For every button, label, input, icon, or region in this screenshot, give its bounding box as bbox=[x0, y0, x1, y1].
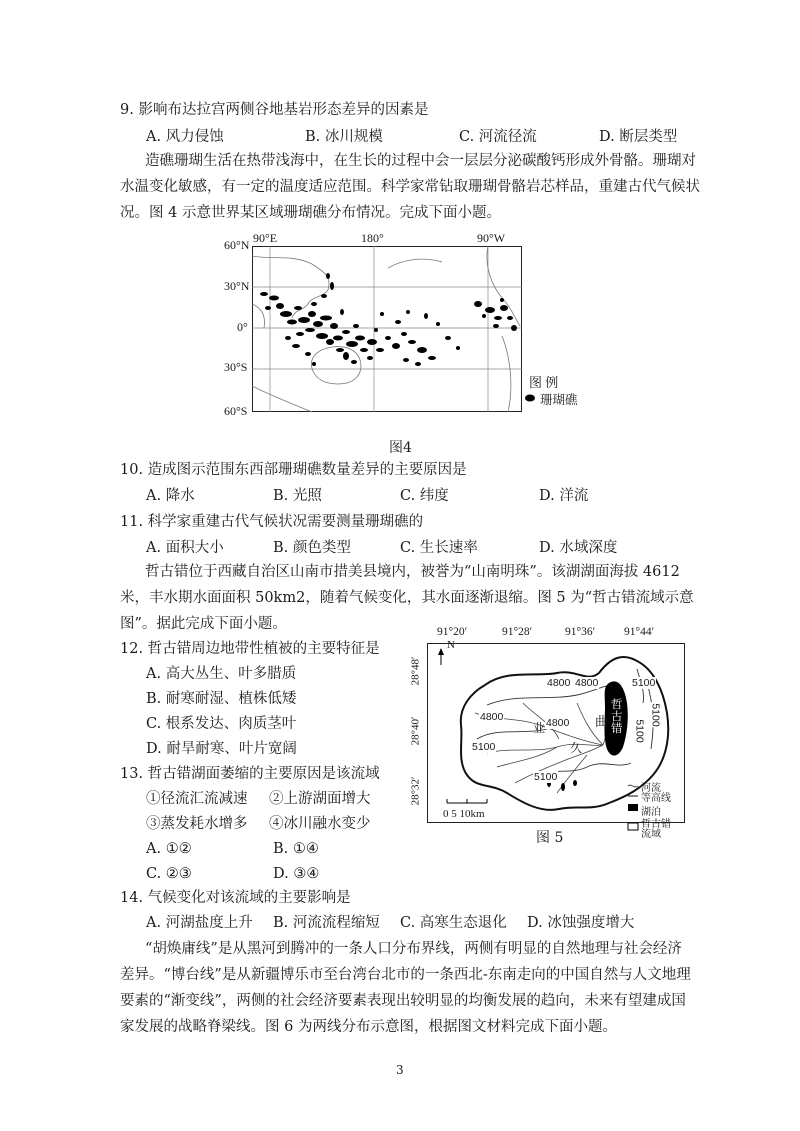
legend-label: 珊瑚礁 bbox=[540, 393, 578, 407]
q14-option-c: C. 高寒生态退化 bbox=[400, 915, 507, 931]
q10-options bbox=[0, 486, 800, 506]
q12-option-c: C. 根系发达、肉质茎叶 bbox=[146, 716, 297, 732]
figure-4-coral-map bbox=[215, 228, 585, 428]
q13-option-b: B. ①④ bbox=[273, 841, 319, 857]
lat-label: 30°S bbox=[224, 360, 248, 374]
coral-intro-line: 水温变化敏感，有一定的温度适应范围。科学家常钻取珊瑚骨骼岩芯样品，重建古代气候状 bbox=[120, 179, 700, 195]
contour-label: 4800 bbox=[546, 717, 570, 729]
lon-label: 91°36′ bbox=[565, 626, 596, 638]
scale-label: 0 5 10km bbox=[443, 808, 485, 820]
q13-stem: 13. 哲古错湖面萎缩的主要原因是该流域 bbox=[120, 766, 380, 782]
q12-option-b: B. 耐寒耐湿、植株低矮 bbox=[146, 691, 297, 707]
lon-label: 91°44′ bbox=[624, 626, 655, 638]
q10-stem: 10. 造成图示范围东西部珊瑚礁数量差异的主要原因是 bbox=[120, 462, 467, 478]
q12-option-a: A. 高大丛生、叶多腊质 bbox=[146, 666, 297, 682]
q11-options bbox=[0, 538, 800, 558]
q14-option-d: D. 冰蚀强度增大 bbox=[527, 915, 635, 931]
lat-label: 60°N bbox=[224, 238, 250, 252]
lat-label: 28°40′ bbox=[409, 716, 422, 746]
q12-stem: 12. 哲古错周边地带性植被的主要特征是 bbox=[120, 641, 380, 657]
contour-label: 5100 bbox=[633, 719, 646, 743]
coral-intro-line: 况。图 4 示意世界某区域珊瑚礁分布情况。完成下面小题。 bbox=[120, 205, 501, 221]
figure-4-caption: 图4 bbox=[389, 440, 412, 456]
q13-items-row1 bbox=[0, 789, 420, 809]
legend-reef-symbol bbox=[523, 393, 537, 403]
lat-label: 28°32′ bbox=[409, 776, 422, 806]
contour-label: 4800 bbox=[575, 677, 599, 689]
contour-label: 5100 bbox=[534, 771, 558, 783]
lat-label: 28°48′ bbox=[409, 656, 422, 686]
basin-legend-symbols bbox=[627, 782, 639, 840]
q14-stem: 14. 气候变化对该流域的主要影响是 bbox=[120, 890, 351, 906]
q9-option-c: C. 河流径流 bbox=[459, 129, 537, 145]
line-intro-line: 要素的“渐变线”，两侧的社会经济要素表现出较明显的均衡发展的趋向，未来有望建成国 bbox=[120, 993, 686, 1009]
legend-title: 图 例 bbox=[529, 375, 559, 390]
lon-label: 91°20′ bbox=[437, 626, 468, 638]
legend-zhegu: 哲古错 bbox=[641, 819, 671, 830]
lon-label: 91°28′ bbox=[502, 626, 533, 638]
line-intro-line: 差异。“博台线”是从新疆博乐市至台湾台北市的一条西北-东南走向的中国自然与人文地理 bbox=[120, 967, 691, 983]
q10-option-c: C. 纬度 bbox=[400, 488, 449, 504]
contour-label: 5100 bbox=[649, 703, 662, 727]
line-intro bbox=[120, 936, 691, 1040]
q9-stem: 9. 影响布达拉宫两侧谷地基岩形态差异的因素是 bbox=[120, 102, 429, 118]
q10-option-d: D. 洋流 bbox=[539, 488, 589, 504]
lat-label: 0° bbox=[237, 320, 248, 334]
q14-options bbox=[0, 913, 800, 933]
coral-map-frame bbox=[252, 246, 522, 412]
q9-option-a: A. 风力侵蚀 bbox=[146, 129, 224, 145]
q11-option-b: B. 颜色类型 bbox=[273, 540, 351, 556]
q14-option-b: B. 河流流程缩短 bbox=[273, 915, 380, 931]
contour-label: 5100 bbox=[472, 741, 496, 753]
page-number: 3 bbox=[396, 1063, 404, 1077]
lon-label: 90°E bbox=[253, 231, 278, 245]
river-char: 业 bbox=[533, 721, 546, 735]
contour-label: 4800 bbox=[547, 677, 571, 689]
legend-basin: 流域 bbox=[641, 829, 661, 840]
river-char: 曲 bbox=[595, 714, 609, 729]
lon-label: 90°W bbox=[477, 231, 506, 245]
q14-option-a: A. 河湖盐度上升 bbox=[146, 915, 253, 931]
q11-option-c: C. 生长速率 bbox=[400, 540, 478, 556]
q10-option-b: B. 光照 bbox=[273, 488, 322, 504]
q9-option-b: B. 冰川规模 bbox=[305, 129, 383, 145]
q9-options bbox=[0, 127, 800, 147]
q11-stem: 11. 科学家重建古代气候状况需要测量珊瑚礁的 bbox=[120, 514, 424, 530]
lake-intro-line: 米，丰水期水面面积 50km2，随着气候变化，其水面逐渐退缩。图 5 为“哲古错流域示意 bbox=[120, 590, 694, 606]
q13-option-c: C. ②③ bbox=[146, 866, 192, 882]
north-label: N bbox=[447, 639, 455, 651]
q13-item: ③蒸发耗水增多 bbox=[146, 816, 248, 832]
legend-contour: 等高线 bbox=[641, 793, 671, 804]
q10-option-a: A. 降水 bbox=[146, 488, 195, 504]
q13-item: ④冰川融水变少 bbox=[269, 816, 371, 832]
lake-intro-line: 图”。据此完成下面小题。 bbox=[120, 616, 287, 632]
q13-item: ②上游湖面增大 bbox=[269, 791, 371, 807]
figure-5-basin-map bbox=[405, 625, 690, 860]
lat-label: 30°N bbox=[224, 279, 250, 293]
lake-intro-line: 哲古错位于西藏自治区山南市措美县境内，被誉为“山南明珠”。该湖湖面海拔 4612 bbox=[145, 564, 680, 580]
coral-intro-line: 造礁珊瑚生活在热带浅海中，在生长的过程中会一层层分泌碳酸钙形成外骨骼。珊瑚对 bbox=[145, 153, 696, 169]
q13-options-row1 bbox=[0, 839, 420, 859]
contour-label: 4800 bbox=[480, 711, 504, 723]
q13-items-row2 bbox=[0, 814, 420, 834]
q11-option-a: A. 面积大小 bbox=[146, 540, 224, 556]
coral-intro bbox=[120, 148, 700, 226]
q11-option-d: D. 水域深度 bbox=[539, 540, 618, 556]
line-intro-line: 家发展的战略脊梁线。图 6 为两线分布示意图，根据图文材料完成下面小题。 bbox=[120, 1019, 617, 1035]
river-char: 久 bbox=[570, 741, 583, 755]
q13-option-a: A. ①② bbox=[146, 841, 192, 857]
figure-5-caption: 图 5 bbox=[536, 830, 564, 846]
q9-option-d: D. 断层类型 bbox=[599, 129, 678, 145]
q12-option-d: D. 耐旱耐寒、叶片宽阔 bbox=[146, 741, 297, 757]
lat-label: 60°S bbox=[224, 404, 248, 418]
legend-river: 河流 bbox=[641, 783, 661, 794]
line-intro-line: “胡焕庸线”是从黑河到腾冲的一条人口分布界线，两侧有明显的自然地理与社会经济 bbox=[145, 941, 682, 957]
lon-label: 180° bbox=[361, 231, 384, 245]
q13-item: ①径流汇流减速 bbox=[146, 791, 248, 807]
contour-label: 5100 bbox=[632, 677, 656, 689]
q13-option-d: D. ③④ bbox=[273, 866, 320, 882]
q13-options-row2 bbox=[0, 864, 420, 884]
legend-lake: 湖泊 bbox=[641, 807, 661, 818]
lake-name: 哲古错 bbox=[611, 699, 623, 735]
